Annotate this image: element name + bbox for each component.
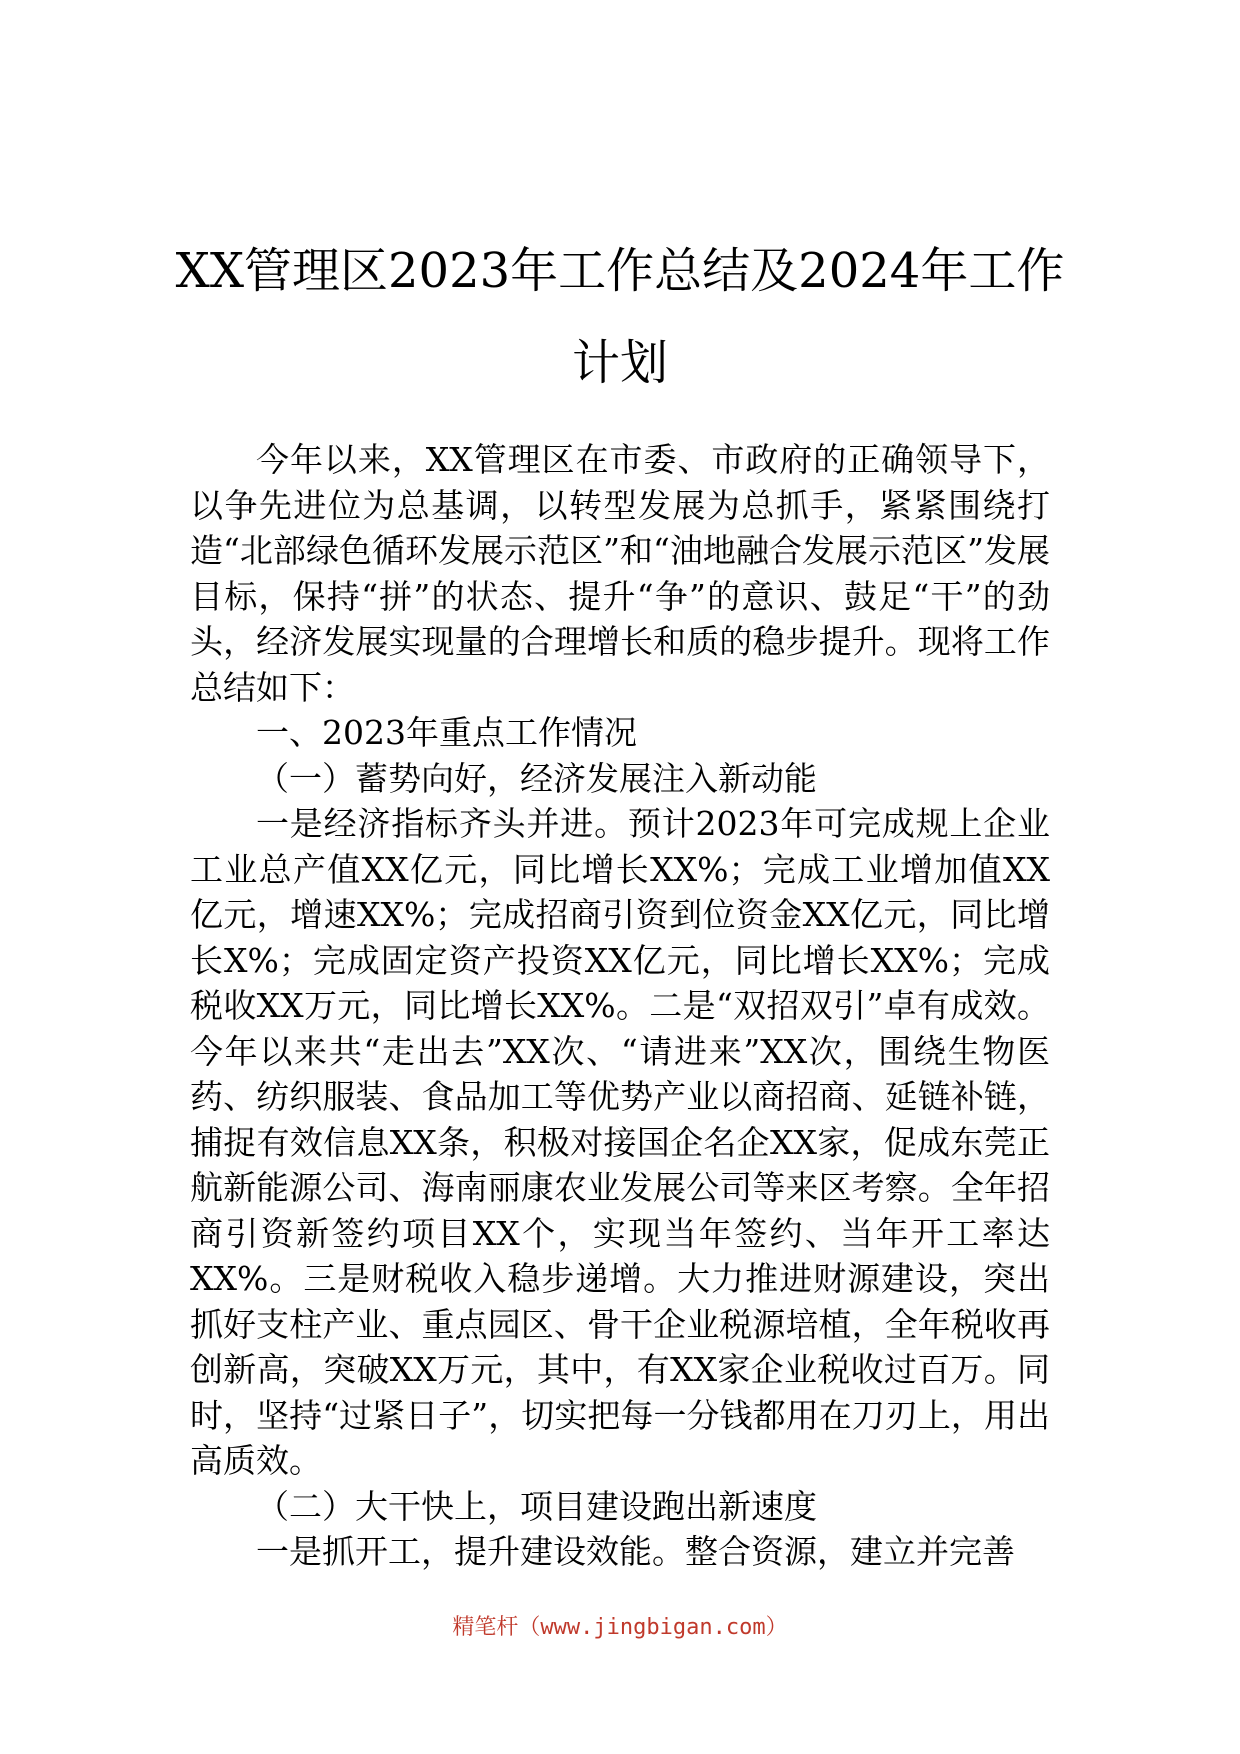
subsection-heading-1: （一）蓄势向好，经济发展注入新动能: [256, 758, 817, 798]
body-paragraph-economy: 一是经济指标齐头并进。预计2023年可完成规上企业工业总产值XX亿元，同比增长XX%；完成工业增加值XX亿元，增速XX%；完成招商引资到位资金XX亿元，同比增长X%；完成固定资产投资XX亿元，同比增长XX%；完成税收XX万元，同比增长XX%。二是“双招双引”卓有成效。今年以来共“走出去”XX次、“请进来”XX次，围绕生物医药、纺织服装、食品加工等优势产业以商招商、延链补链，捕捉有效信息XX条，积极对接国企名企XX家，促成东莞正航新能源公司、海南丽康农业发展公司等来区考察。全年招商引资新签约项目XX个，实现当年签约、当年开工率达XX%。三是财税收入稳步递增。大力推进财源建设，突出抓好支柱产业、重点园区、骨干企业税源培植，全年税收再创新高，突破XX万元，其中，有XX家企业税收过百万。同时，坚持“过紧日子”，切实把每一分钱都用在刀刃上，用出高质效。: [190, 804, 1050, 1480]
footer-watermark: 精笔杆（www.jingbigan.com）: [452, 1615, 788, 1640]
title-line-2: 计划: [571, 335, 668, 391]
title-line-1: XX管理区2023年工作总结及2024年工作: [175, 243, 1065, 299]
subsection-heading-2: （二）大干快上，项目建设跑出新速度: [256, 1486, 817, 1526]
section-heading-1: 一、2023年重点工作情况: [256, 713, 637, 752]
document-body: [190, 437, 1050, 1575]
body-paragraph-projects: 一是抓开工，提升建设效能。整合资源，建立并完善: [256, 1532, 1015, 1571]
intro-paragraph: 今年以来，XX管理区在市委、市政府的正确领导下，以争先进位为总基调，以转型发展为总抓手，紧紧围绕打造“北部绿色循环发展示范区”和“油地融合发展示范区”发展目标，保持“拼”的状态、提升“争”的意识、鼓足“干”的劲头，经济发展实现量的合理增长和质的稳步提升。现将工作总结如下：: [190, 440, 1050, 707]
document-title: [150, 225, 1090, 409]
